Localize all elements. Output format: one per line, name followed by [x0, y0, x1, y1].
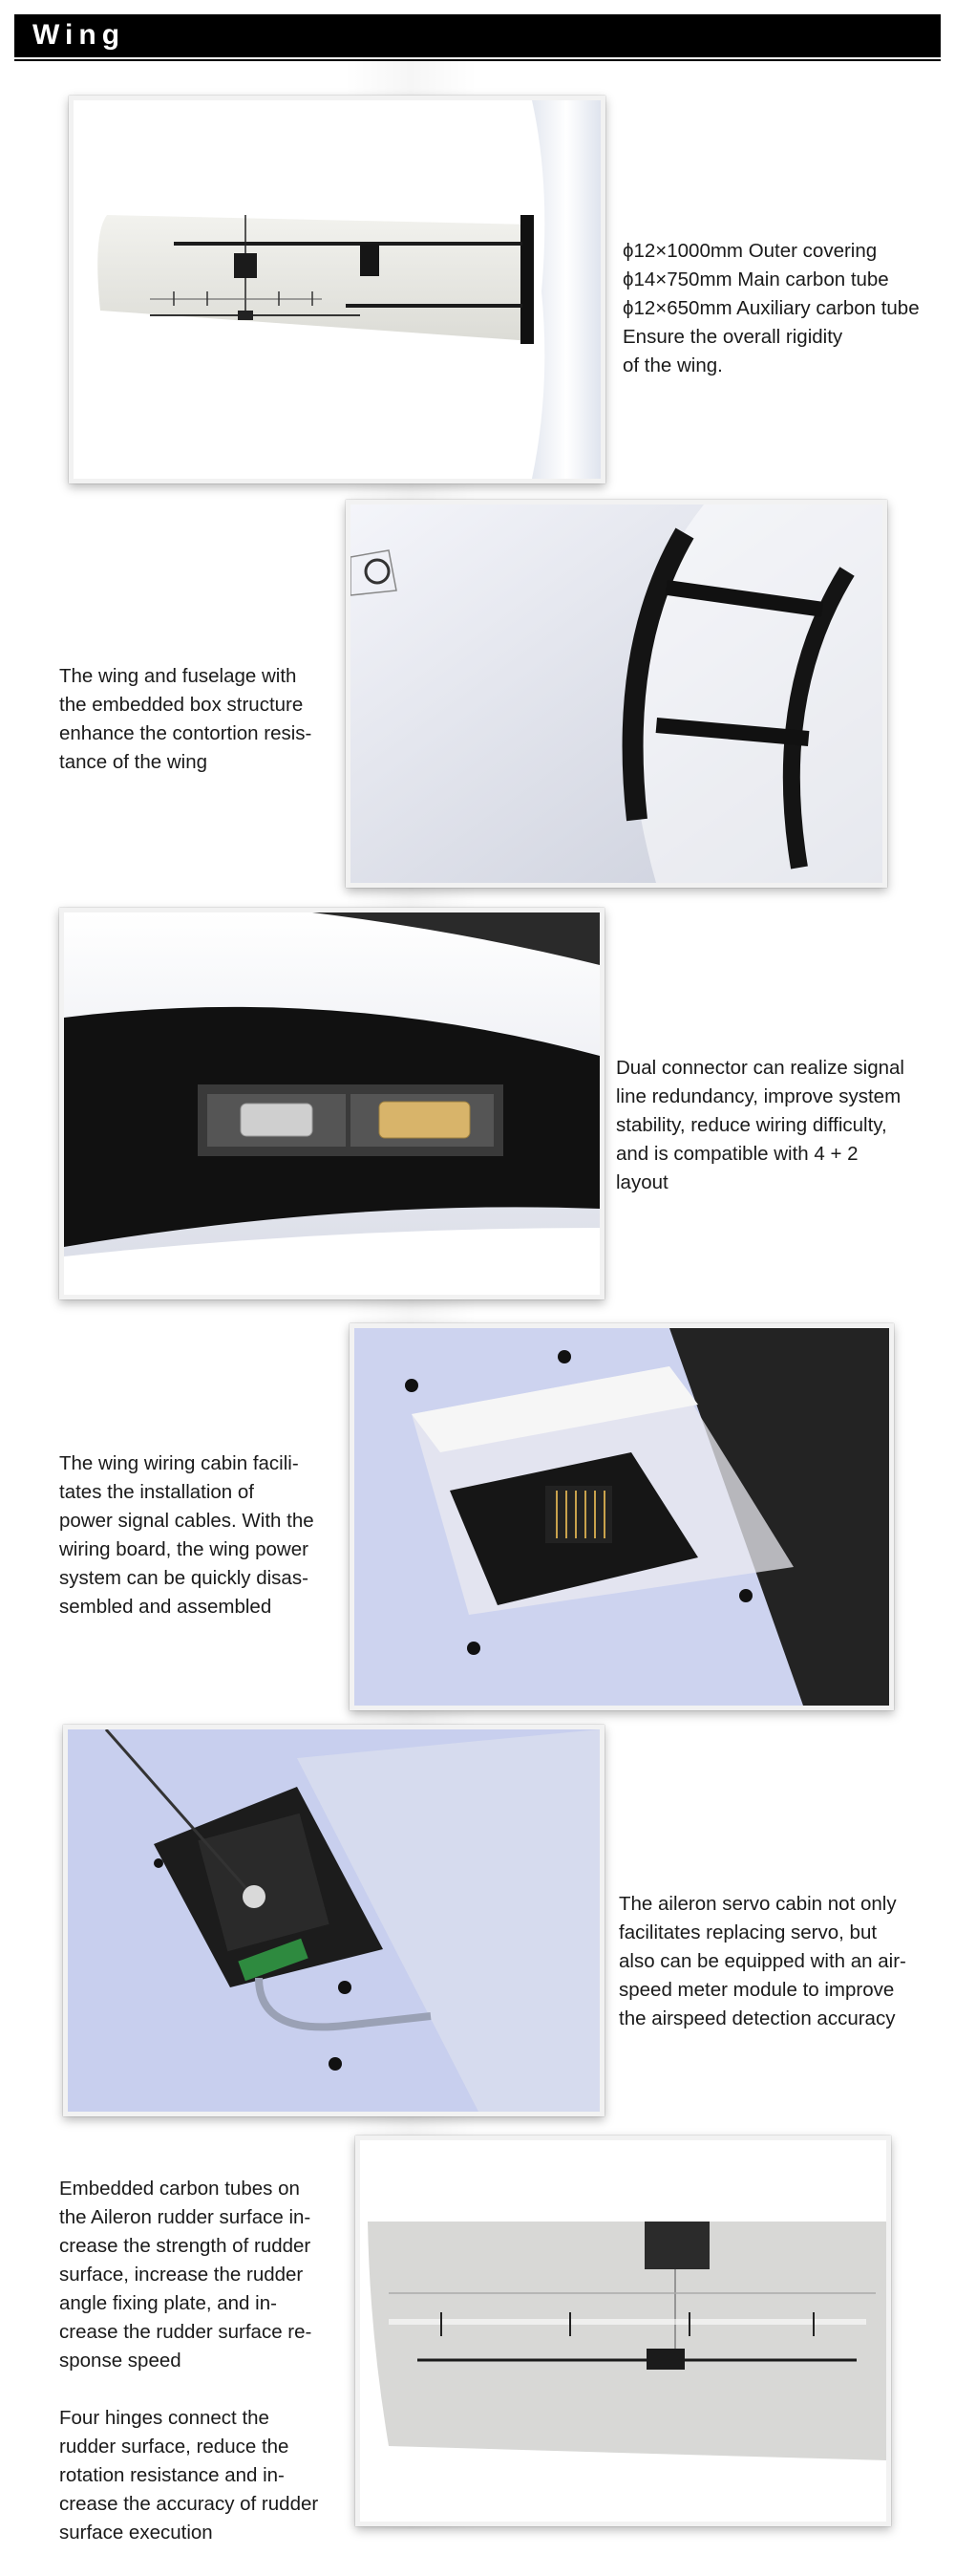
- text-line: The wing wiring cabin facili-: [59, 1452, 299, 1474]
- text-line: crease the rudder surface re-: [59, 2321, 312, 2343]
- wing-structure-image: [69, 96, 605, 483]
- text-line: the Aileron rudder surface in-: [59, 2206, 311, 2228]
- text-line: Four hinges connect the: [59, 2407, 269, 2429]
- aileron-servo-cabin-image: [63, 1725, 605, 2116]
- text-line: enhance the contortion resis-: [59, 722, 312, 744]
- text-line: Ensure the overall rigidity: [623, 326, 843, 348]
- text-line: wiring board, the wing power: [59, 1538, 308, 1560]
- text-line: power signal cables. With the: [59, 1510, 314, 1532]
- text-line: The aileron servo cabin not only: [619, 1893, 897, 1915]
- text-line: also can be equipped with an air-: [619, 1950, 906, 1972]
- section-1-text: [623, 208, 947, 409]
- text-line: surface, increase the rudder: [59, 2264, 304, 2286]
- text-line: Embedded carbon tubes on: [59, 2178, 300, 2200]
- section-6-text: [59, 2146, 360, 2576]
- section-4-text: [59, 1421, 346, 1650]
- text-line: sponse speed: [59, 2350, 181, 2372]
- text-line: ϕ12×1000mm Outer covering: [623, 240, 878, 262]
- text-line: crease the accuracy of rudder: [59, 2493, 319, 2515]
- text-line: ϕ12×650mm Auxiliary carbon tube: [623, 297, 920, 319]
- dual-connector-image: [59, 908, 605, 1299]
- paragraph-gap: [59, 2375, 360, 2404]
- text-line: surface execution: [59, 2522, 213, 2544]
- text-line: The wing and fuselage with: [59, 665, 297, 687]
- text-line: ϕ14×750mm Main carbon tube: [623, 268, 889, 290]
- text-line: the embedded box structure: [59, 694, 304, 716]
- text-line: tates the installation of: [59, 1481, 254, 1503]
- section-5-text: [619, 1861, 948, 2062]
- text-line: layout: [616, 1171, 668, 1193]
- text-line: tance of the wing: [59, 751, 207, 773]
- text-line: system can be quickly disas-: [59, 1567, 308, 1589]
- text-line: speed meter module to improve: [619, 1979, 895, 2001]
- text-line: of the wing.: [623, 354, 723, 376]
- page-title: Wing: [32, 19, 126, 51]
- text-line: facilitates replacing servo, but: [619, 1921, 878, 1943]
- text-line: and is compatible with 4 + 2: [616, 1143, 859, 1165]
- text-line: rudder surface, reduce the: [59, 2436, 289, 2458]
- section-header: [14, 14, 941, 57]
- text-line: rotation resistance and in-: [59, 2464, 285, 2486]
- section-2-text: [59, 633, 346, 805]
- wiring-cabin-image: [350, 1323, 894, 1710]
- text-line: Dual connector can realize signal: [616, 1057, 904, 1079]
- section-3-text: [616, 1025, 945, 1226]
- text-line: stability, reduce wiring difficulty,: [616, 1114, 887, 1136]
- text-line: angle fixing plate, and in-: [59, 2292, 277, 2314]
- text-line: the airspeed detection accuracy: [619, 2007, 896, 2029]
- header-divider: [14, 59, 941, 61]
- aileron-rudder-hinge-image: [355, 2136, 891, 2526]
- wing-fuselage-box-image: [346, 500, 887, 888]
- text-line: crease the strength of rudder: [59, 2235, 311, 2257]
- text-line: line redundancy, improve system: [616, 1085, 902, 1107]
- text-line: sembled and assembled: [59, 1596, 272, 1618]
